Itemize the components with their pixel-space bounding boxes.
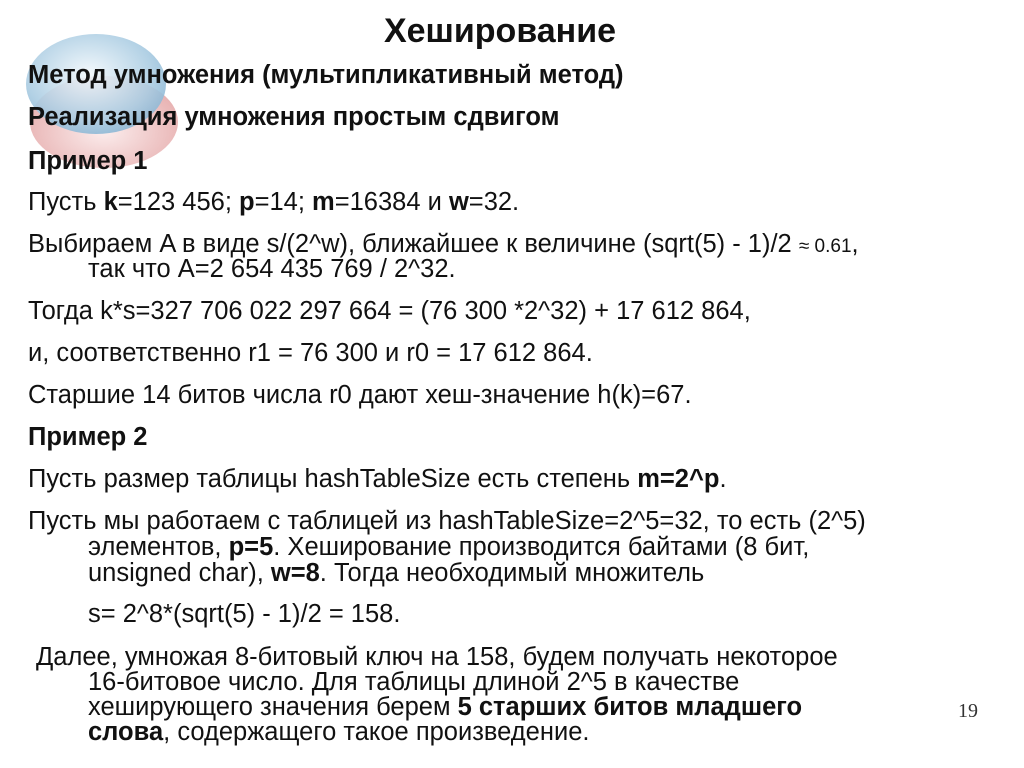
ex1-r-values-line: и, соответственно r1 = 76 300 и r0 = 17 612 864. [28, 339, 593, 367]
heading-implementation: Реализация умножения простым сдвигом [28, 103, 560, 131]
slide-number: 19 [958, 700, 978, 722]
example-1-heading: Пример 1 [28, 147, 148, 175]
heading-method: Метод умножения (мультипликативный метод) [28, 61, 624, 89]
example-2-heading: Пример 2 [28, 423, 148, 451]
ex1-params-line: Пусть k=123 456; p=14; m=16384 и w=32. [28, 188, 520, 216]
ex2-table-line-cont2: unsigned char), w=8. Тогда необходимый множитель [88, 559, 705, 587]
ex1-product-line: Тогда k*s=327 706 022 297 664 = (76 300 *2^32) + 17 612 864, [28, 297, 751, 325]
ex2-next-line-cont3: слова, содержащего такое произведение. [88, 718, 590, 746]
slide-title: Хеширование [383, 12, 617, 50]
ex2-next-line-cont2: хеширующего значения берем 5 старших битов младшего [88, 693, 803, 721]
ex2-next-line-cont: 16-битовое число. Для таблицы длиной 2^5 в качестве [88, 668, 740, 696]
ex2-table-size-line: Пусть размер таблицы hashTableSize есть степень m=2^p. [28, 465, 727, 493]
ex1-hash-value-line: Старшие 14 битов числа r0 дают хеш-значение h(k)=67. [28, 381, 692, 409]
ex1-choose-a-line: Выбираем A в виде s/(2^w), ближайшее к величине (sqrt(5) - 1)/2 ≈ 0.61, [28, 230, 859, 258]
ex2-table-line-cont: элементов, p=5. Хеширование производится байтами (8 бит, [88, 533, 810, 561]
ex2-multiplier-line: s= 2^8*(sqrt(5) - 1)/2 = 158. [88, 600, 401, 628]
ex2-table-line: Пусть мы работаем с таблицей из hashTableSize=2^5=32, то есть (2^5) [28, 507, 866, 535]
ex1-choose-a-line-cont: так что A=2 654 435 769 / 2^32. [88, 255, 456, 283]
ex2-next-line: Далее, умножая 8-битовый ключ на 158, будем получать некоторое [36, 643, 838, 671]
